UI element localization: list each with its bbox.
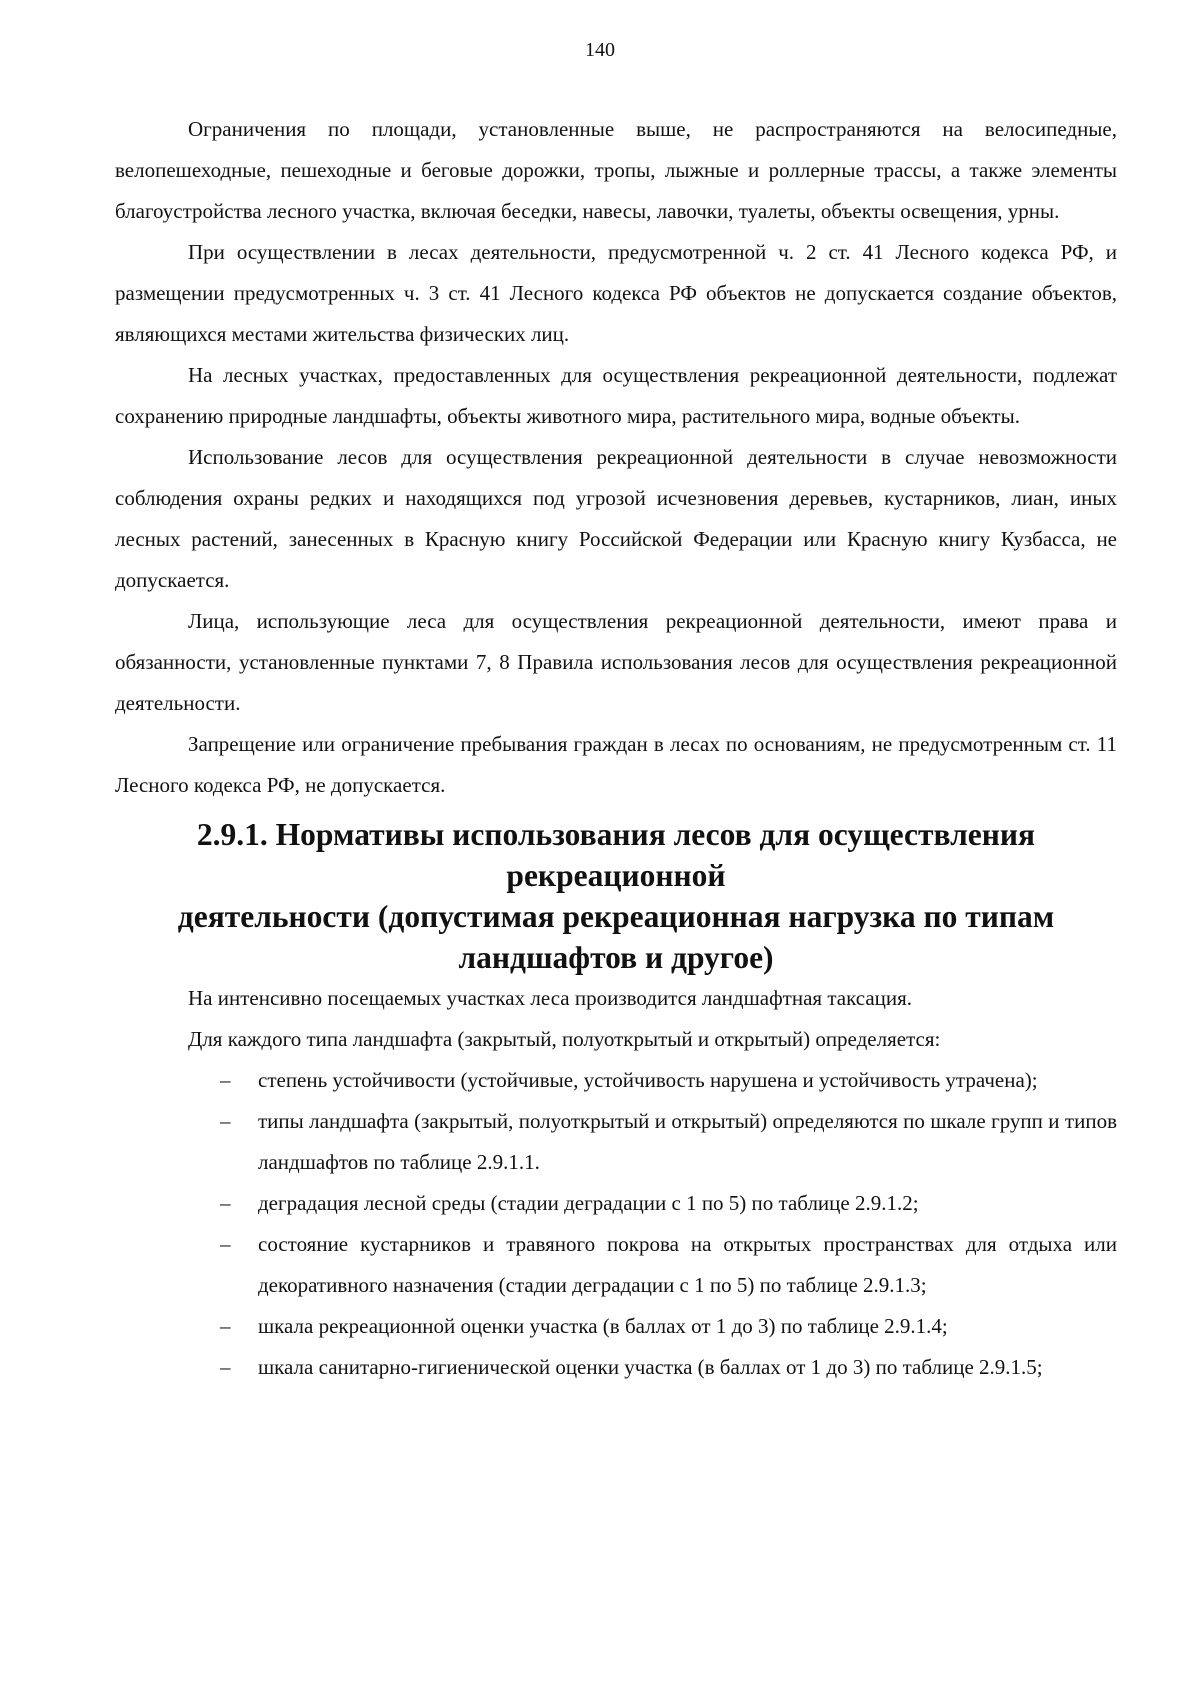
list-item-text: шкала рекреационной оценки участка (в баллах от 1 до 3) по таблице 2.9.1.4; (258, 1314, 948, 1338)
paragraph-red-book-protection: Использование лесов для осуществления рекреационной деятельности в случае невозможности соблюдения охраны редких и находящихся под угрозой исчезновения деревьев, кустарников, лиан, иных лесных растений, занесенных в Красную книгу Российской Федерации или Красную книгу Кузбасса, не допускается. (115, 445, 1117, 592)
list-item-text: состояние кустарников и травяного покрова на открытых пространствах для отдыха или декоративного назначения (стадии деградации с 1 по 5) по таблице 2.9.1.3; (258, 1232, 1117, 1297)
paragraph-landscape-taxation: На интенсивно посещаемых участках леса производится ландшафтная таксация. (188, 986, 913, 1010)
list-dash: – (220, 1232, 231, 1256)
list-item-text: типы ландшафта (закрытый, полуоткрытый и открытый) определяются по шкале групп и типов ландшафтов по таблице 2.9.1.1. (258, 1109, 1117, 1174)
paragraph-landscape-preservation: На лесных участках, предоставленных для осуществления рекреационной деятельности, подлежат сохранению природные ландшафты, объекты животного мира, растительного мира, водные объекты. (115, 363, 1117, 428)
paragraph-access-restriction: Запрещение или ограничение пребывания граждан в лесах по основаниям, не предусмотренным ст. 11 Лесного кодекса РФ, не допускается. (115, 732, 1117, 797)
list-item (115, 1060, 1117, 1101)
list-item-text: степень устойчивости (устойчивые, устойчивость нарушена и устойчивость утрачена); (258, 1068, 1038, 1092)
list-item (115, 1347, 1117, 1388)
list-dash: – (220, 1314, 231, 1338)
paragraph-residence-prohibition: При осуществлении в лесах деятельности, предусмотренной ч. 2 ст. 41 Лесного кодекса РФ, и размещении предусмотренных ч. 3 ст. 41 Лесного кодекса РФ объектов не допускается создание объектов, являющихся местами жительства физических лиц. (115, 240, 1117, 346)
list-item-text: шкала санитарно-гигиенической оценки участка (в баллах от 1 до 3) по таблице 2.9.1.5; (258, 1355, 1043, 1379)
paragraph-list-intro: Для каждого типа ландшафта (закрытый, полуоткрытый и открытый) определяется: (188, 1027, 941, 1051)
list-dash: – (220, 1109, 231, 1133)
list-item (115, 1183, 1117, 1224)
paragraph-user-rights: Лица, использующие леса для осуществления рекреационной деятельности, имеют права и обязанности, установленные пунктами 7, 8 Правила использования лесов для осуществления рекреационной деятельности. (115, 609, 1117, 715)
section-heading-line-1: 2.9.1. Нормативы использования лесов для осуществления рекреационной (196, 817, 1036, 893)
body-text (115, 109, 1117, 1388)
page-number: 140 (585, 39, 615, 61)
section-heading (115, 806, 1117, 978)
list-item-text: деградация лесной среды (стадии деградации с 1 по 5) по таблице 2.9.1.2; (258, 1191, 919, 1215)
paragraph-area-restrictions: Ограничения по площади, установленные выше, не распространяются на велосипедные, велопешеходные, пешеходные и беговые дорожки, тропы, лыжные и роллерные трассы, а также элементы благоустройства лесного участка, включая беседки, навесы, лавочки, туалеты, объекты освещения, урны. (115, 117, 1117, 223)
list-dash: – (220, 1068, 231, 1092)
list-item (115, 1224, 1117, 1306)
list-item (115, 1101, 1117, 1183)
criteria-list (115, 1060, 1117, 1388)
list-dash: – (220, 1191, 231, 1215)
list-item (115, 1306, 1117, 1347)
section-heading-line-2: деятельности (допустимая рекреационная нагрузка по типам ландшафтов и другое) (177, 899, 1055, 975)
list-dash: – (220, 1355, 231, 1379)
